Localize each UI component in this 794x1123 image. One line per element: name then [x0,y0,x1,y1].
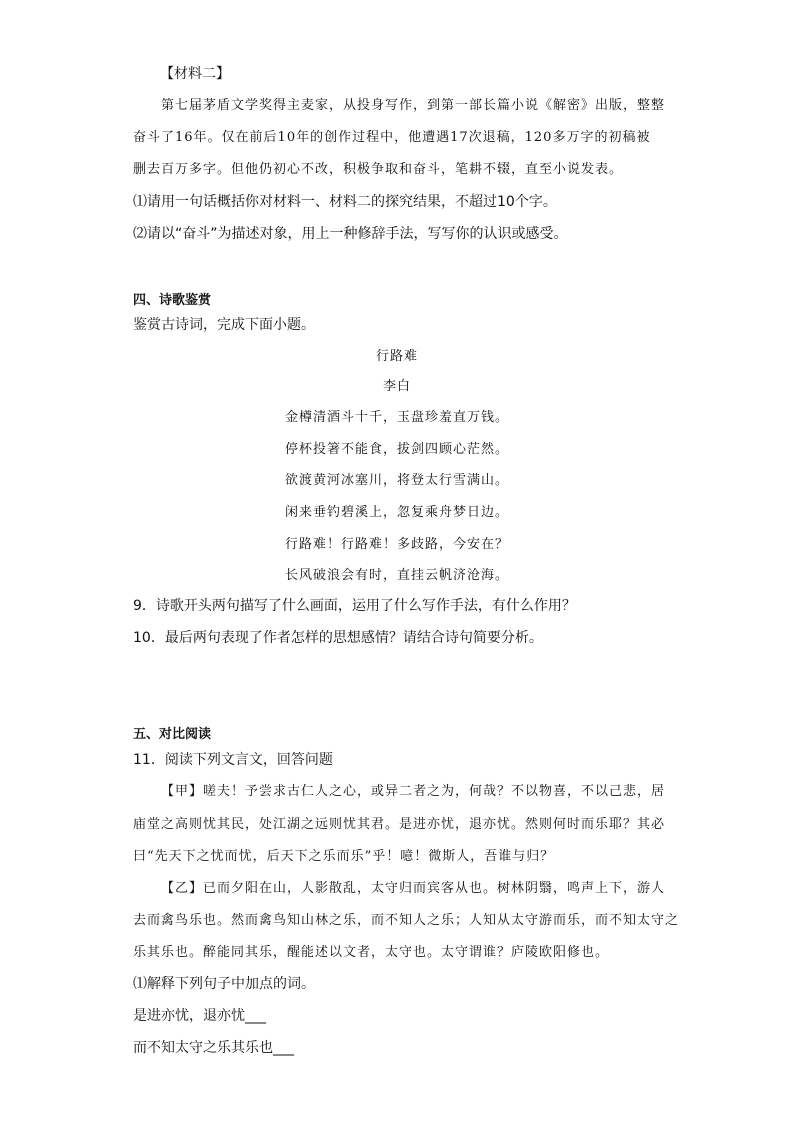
yi-line-2: 去而禽鸟乐也。然而禽鸟知山林之乐，而不知人之乐；人知从太守游而乐，而不知太守之 [133,913,680,928]
poem-line-5: 行路难！行路难！多歧路，今安在？ [284,537,509,552]
material2-heading: 【材料二】 [160,66,230,82]
section5-title: 五、对比阅读 [133,727,212,742]
question-10: 10．最后两句表现了作者怎样的思想感情？请结合诗句简要分析。 [133,630,543,646]
poem-line-6: 长风破浪会有时，直挂云帆济沧海。 [284,568,509,583]
material2-line-3: 删去百万多字。但他仍初心不改，积极争取和奋斗，笔耕不辍，直至小说发表。 [133,162,624,177]
question-sub-2: ⑵请以“奋斗”为描述对象，用上一种修辞手法，写写你的认识或感受。 [133,226,568,242]
poem-title: 行路难 [375,349,418,364]
poem-author: 李白 [382,379,411,394]
question-9: 9．诗歌开头两句描写了什么画面，运用了什么写作手法，有什么作用？ [133,598,576,614]
poem-line-4: 闲来垂钓碧溪上，忽复乘舟梦日边。 [284,505,509,520]
material2-line-1: 第七届茅盾文学奖得主麦家，从投身写作，到第一部长篇小说《解密》出版，整整 [161,98,666,113]
section4-intro: 鉴赏古诗词，完成下面小题。 [133,317,315,333]
question-11: 11．阅读下列文言文，回答问题 [133,752,333,768]
poem-line-2: 停杯投箸不能食，拔剑四顾心茫然。 [284,442,509,457]
fill-item-2: 而不知太守之乐其乐也___ [133,1040,294,1056]
material2-line-2: 奋斗了16年。仅在前后10年的创作过程中，他遭遇17次退稿，120多万字的初稿被 [133,130,651,145]
question-sub-1: ⑴请用一句话概括你对材料一、材料二的探究结果，不超过10个字。 [133,194,557,210]
poem-line-3: 欲渡黄河冰塞川，将登太行雪满山。 [284,473,509,488]
poem-line-1: 金樽清酒斗十千，玉盘珍羞直万钱。 [284,410,509,425]
yi-line-3: 乐其乐也。醉能同其乐，醒能述以文者，太守也。太守谓谁？庐陵欧阳修也。 [133,945,610,960]
fill-item-1: 是进亦忧，退亦忧___ [133,1008,266,1024]
question-11-sub-1: ⑴解释下列句子中加点的词。 [133,976,315,992]
section4-title: 四、诗歌鉴赏 [133,293,212,308]
yi-line-1: 【乙】已而夕阳在山，人影散乱，太守归而宾客从也。树林阴翳，鸣声上下，游人 [161,881,666,896]
jia-line-3: 曰“先天下之忧而忧，后天下之乐而乐”乎！噫！微斯人，吾谁与归？ [133,849,555,864]
jia-line-2: 庙堂之高则忧其民，处江湖之远则忧其君。是进亦忧，退亦忧。然则何时而乐耶？其必 [133,817,666,832]
jia-line-1: 【甲】嗟夫！予尝求古仁人之心，或异二者之为，何哉？不以物喜，不以己悲，居 [161,784,666,799]
